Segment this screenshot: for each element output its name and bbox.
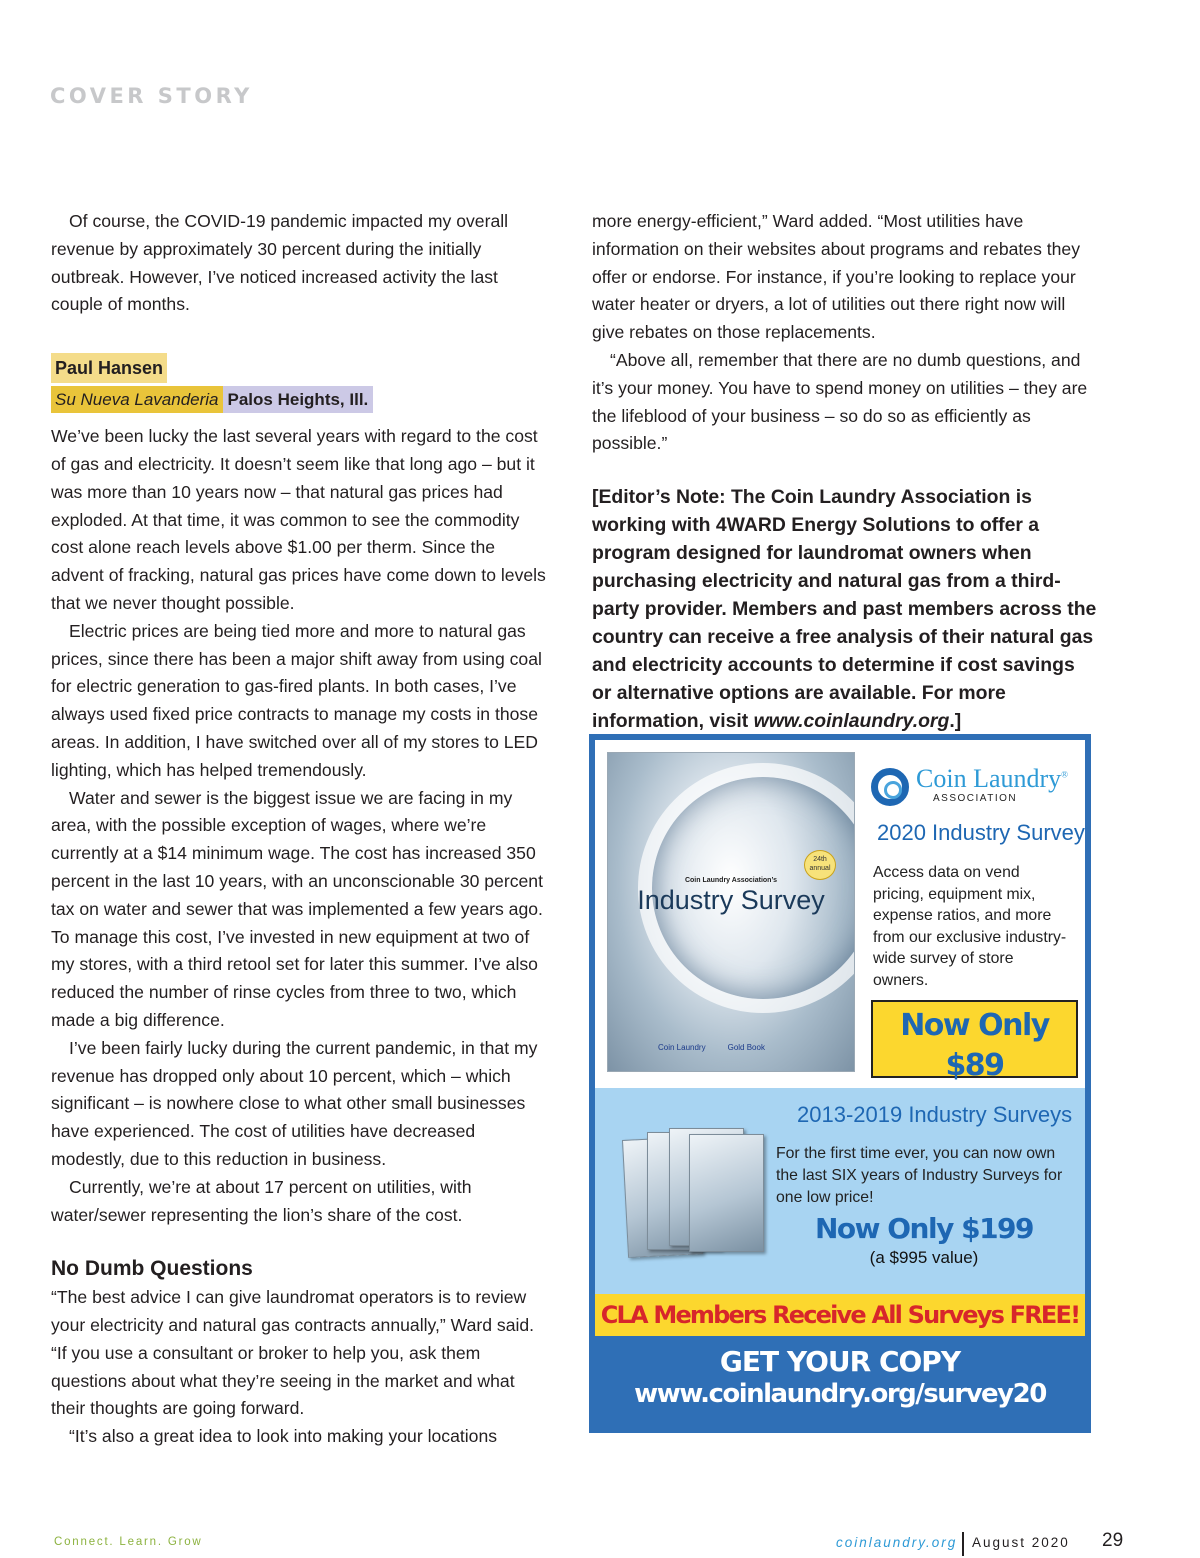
stack-cover-4	[689, 1134, 764, 1252]
members-free-banner: CLA Members Receive All Surveys FREE!	[595, 1294, 1085, 1336]
right-column	[592, 208, 1097, 735]
body-paragraph: “The best advice I can give laundromat operators is to review your electricity and natural gas contracts annually,” Ward said. “If you use a consultant or broker to help you, ask them questions about what they’re seeing in the market and what their thoughts are going forward.	[51, 1287, 535, 1419]
ad-description-2020: Access data on vend pricing, equipment mix, expense ratios, and more from our exclusive industry-wide survey of store owners.	[873, 864, 1067, 989]
editor-note-text: [Editor’s Note: The Coin Laundry Association is working with 4WARD Energy Solutions to offer a program designed for laundromat owners when purchasing electricity and natural gas from a third-party provider. Members and past members across the country can receive a free analysis of their natural gas and electricity accounts to determine if cost savings or alternative options are available. For more information, visit	[592, 486, 1097, 733]
cover-title: Industry Survey	[637, 885, 825, 915]
section-label: COVER STORY	[50, 84, 253, 108]
profile-city: Palos Heights, Ill.	[223, 386, 374, 413]
footer-separator	[962, 1532, 964, 1556]
ad-top-panel	[595, 740, 1085, 1088]
intro-paragraph: Of course, the COVID-19 pandemic impacted my overall revenue by approximately 30 percent during the initially outbreak. However, I’ve noticed increased activity the last couple of months.	[51, 211, 509, 315]
survey-stack-image	[625, 1128, 765, 1258]
ad-description-bundle: For the first time ever, you can now own the last SIX years of Industry Surveys for one low price!	[776, 1145, 1063, 1206]
survey-url-link[interactable]: www.coinlaundry.org/survey20	[634, 1379, 1046, 1409]
editor-note-end: .]	[949, 710, 962, 733]
survey-advertisement[interactable]	[589, 734, 1091, 1433]
cover-subtitle: Coin Laundry Association’s	[684, 877, 778, 884]
body-paragraph: Currently, we’re at about 17 percent on utilities, with water/sewer representing the lion’s share of the cost.	[51, 1176, 472, 1225]
editor-note	[592, 483, 1097, 735]
body-paragraph: “It’s also a great idea to look into making your locations	[69, 1426, 498, 1447]
footer-url[interactable]: coinlaundry.org	[836, 1535, 958, 1550]
subhead-no-dumb-questions: No Dumb Questions	[51, 1257, 253, 1281]
profile-name: Paul Hansen	[51, 353, 167, 383]
price-199-note: (a $995 value)	[869, 1248, 979, 1267]
editor-note-link[interactable]: www.coinlaundry.org	[753, 710, 950, 733]
cla-logo-icon	[871, 768, 909, 806]
get-your-copy[interactable]: GET YOUR COPY	[719, 1345, 961, 1378]
footer-date: August 2020	[972, 1535, 1070, 1550]
ad-heading-2020: 2020 Industry Survey	[877, 820, 1085, 845]
body-paragraph: I’ve been fairly lucky during the current pandemic, in that my revenue has dropped only about 10 percent, which – which significant – is nowhere close to what other small businesses have experienced. The cost of utilities have decreased modestly, due to this reduction in business.	[51, 1037, 538, 1169]
price-box-89	[871, 1000, 1078, 1083]
cover-logo-cla: Coin Laundry	[658, 1043, 706, 1052]
cla-logo-name: Coin Laundry®	[916, 764, 1068, 793]
cla-logo-association: ASSOCIATION	[933, 793, 1018, 804]
price-199: Now Only $199	[814, 1212, 1034, 1245]
survey-cover-image	[607, 752, 855, 1072]
body-paragraph: We’ve been lucky the last several years with regard to the cost of gas and electricity. It doesn’t seem like that long ago – but it was more than 10 years now – that natural gas prices had exploded. At that time, it was common to see the commodity cost alone reach levels above $1.00 per therm. Since the advent of fracking, natural gas prices have come down to levels that we never thought possible.	[51, 426, 546, 613]
profile-store: Su Nueva Lavanderia	[51, 386, 223, 413]
body-paragraph: more energy-efficient,” Ward added. “Most utilities have information on their websites about programs and rebates they offer or endorse. For instance, if you’re looking to replace your water heater or dryers, a lot of utilities out there right now will give rebates on those replacements.	[592, 211, 1081, 343]
ad-heading-2013-2019: 2013-2019 Industry Surveys	[797, 1102, 1073, 1127]
body-paragraph: Water and sewer is the biggest issue we are facing in my area, with the possible exception of wages, where we’re currently at a $14 minimum wage. The cost has increased 350 percent in the last 10 years, with an unconscionable 30 percent tax on water and sewer that was implemented a few years ago. To manage this cost, I’ve invested in new equipment at two of my stores, with a third retool set for later this summer. I’ve also reduced the number of rinse cycles from three to two, which made a big difference.	[51, 787, 543, 1030]
left-column	[51, 208, 551, 1451]
cover-logo-goldbook: Gold Book	[727, 1043, 765, 1052]
body-paragraph: Electric prices are being tied more and more to natural gas prices, since there has been a major shift away from using coal for electric generation to gas-fired plants. In both cases, I’ve always used fixed price contracts to manage my costs in those areas. In addition, I have switched over all of my stores to LED lighting, which has helped tremendously.	[51, 620, 542, 780]
footer-tagline: Connect. Learn. Grow	[54, 1536, 203, 1548]
ad-middle-panel	[595, 1088, 1085, 1294]
body-paragraph: “Above all, remember that there are no dumb questions, and it’s your money. You have to spend money on utilities – they are the lifeblood of your business – so do so as efficiently as possible.”	[592, 349, 1088, 454]
cover-logos	[658, 1043, 838, 1052]
price-89: Now Only $89	[900, 1008, 1049, 1083]
page-number: 29	[1102, 1530, 1124, 1551]
cla-logo	[871, 766, 1081, 810]
cover-badge: 24th annual	[804, 850, 836, 880]
profile-location-row	[51, 386, 551, 413]
